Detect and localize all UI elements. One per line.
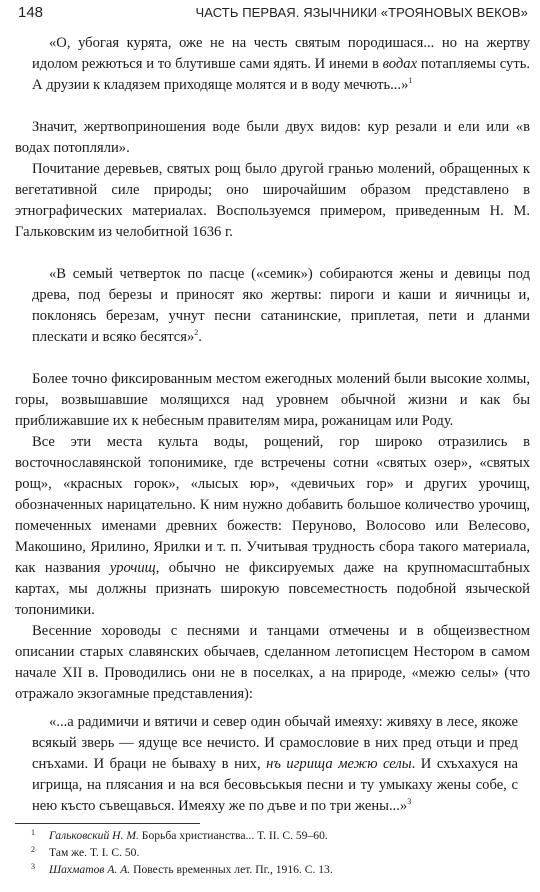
paragraph-4-text-a: Все эти места культа воды, рощений, гор широко отразились в восточнославянской топонимике, где встречены сотни «святых озер», «святых рощ», «красных горок», «лысых юр», «девичьих гор» и других урочищ, обозначенных нарицательно. К ним нужно добавить большое количество урочищ, помеченных именами древних божеств: Перуново, Волосово или Велесово, Макошино, Ярилино, Ярилки и т. п. Учитывая трудность сбора такого материала, как названия [15, 434, 530, 576]
paragraph-4-text-b: , обычно не фиксируемых даже на крупномасштабных картах, мы должны признать широкую повсеместность подобной языческой топонимики. [15, 560, 530, 618]
quote-2-text: «В семый четверток по пасце («семик») собираются жены и девицы под древа, под березы и приносят яко жертвы: пироги и каши и яичницы и, поклонясь березам, учнут песни сатанинские, приплетая, пети и дланми плескати и всяко бесятся» [32, 266, 530, 345]
quote-3 [15, 712, 530, 817]
footnote-text: Повесть временных лет. Пг., 1916. С. 13. [130, 863, 333, 876]
page-header [15, 0, 530, 26]
footnote-body [49, 844, 139, 861]
paragraph-2: Почитание деревьев, святых рощ было другой гранью молений, обращенных к вегетативной силе природы; оно широчайшим образом представлено в этнографических материалах. Воспользуемся примером, приведенным Н. М. Гальковским из челобитной 1636 г. [15, 161, 530, 240]
paragraph-5: Весенние хороводы с песнями и танцами отмечены и в общеизвестном описании старых славянских обычаев, сделанном летописцем Нестором в самом начале XII в. Проводились они не в поселках, а на природе, «межю селы» (что отражало экзогамные представления): [15, 623, 530, 702]
paragraph-1: Значит, жертвоприношения воде были двух видов: кур резали и ели или «в водах потопляли». [15, 119, 530, 156]
footnote-author: Гальковский Н. М. [49, 829, 139, 842]
footnote-body [49, 827, 328, 844]
quote-1-italic: водах [382, 56, 418, 72]
footnote-number: 2 [31, 845, 35, 854]
footnote-ref-1[interactable]: 1 [408, 76, 413, 86]
footnote-text: Борьба христианства... Т. II. С. 59–60. [138, 829, 328, 842]
body-text [15, 26, 530, 817]
paragraph-4-italic: урочищ [109, 560, 156, 576]
quote-3-italic: нъ игрища межю селы [266, 756, 412, 772]
paragraph-4 [15, 432, 530, 621]
quote-3-text-b: . И схъхахуся на игрища, на плясания и на вся бесовьськыя песни и ту умыкаху жены собе, с нею късто съвещавься. Имеяху же по дъве и по три жены...» [32, 756, 518, 814]
footnote-author: Шахматов А. А. [49, 863, 131, 876]
quote-1 [15, 33, 530, 96]
quote-2-tail: . [198, 329, 202, 345]
footnote-text: Там же. Т. I. С. 50. [49, 846, 140, 859]
quote-1-text-b: потапляемы суть. А друзии к кладязем приходяще молятся и в воду мечють...» [32, 56, 530, 93]
footnote-body [49, 861, 333, 878]
footnote-number: 1 [31, 828, 35, 837]
footnote-ref-3[interactable]: 3 [407, 797, 412, 807]
quote-3-text-a: «...а радимичи и вятичи и север один обычай имеяху: живяху в лесе, якоже всякый зверь — ядуще все нечисто. И срамословие в них пред отьци и пред снъхами. И браци не бываху в них, [32, 714, 518, 772]
paragraph-3: Более точно фиксированным местом ежегодных молений были высокие холмы, горы, возвышавшие молящихся над уровнем обычной жизни и как бы приближавшие их к небесным правителям мира, рожаницам или Роду. [15, 371, 530, 429]
footnote-1 [31, 827, 530, 844]
footnote-2 [31, 844, 530, 861]
quote-1-text-a: «О, убогая курята, оже не на честь святым породишася... но на жертву идолом режються и то блутивше сами ядять. И инеми в [32, 35, 530, 72]
page-number: 148 [18, 4, 44, 21]
running-title: ЧАСТЬ ПЕРВАЯ. ЯЗЫЧНИКИ «ТРОЯНОВЫХ ВЕКОВ» [195, 5, 528, 20]
footnote-ref-2[interactable]: 2 [194, 328, 199, 338]
quote-2 [15, 264, 530, 348]
footnote-divider [15, 823, 200, 824]
footnote-number: 3 [31, 862, 35, 871]
footnotes [15, 827, 530, 878]
footnote-3 [31, 861, 530, 878]
